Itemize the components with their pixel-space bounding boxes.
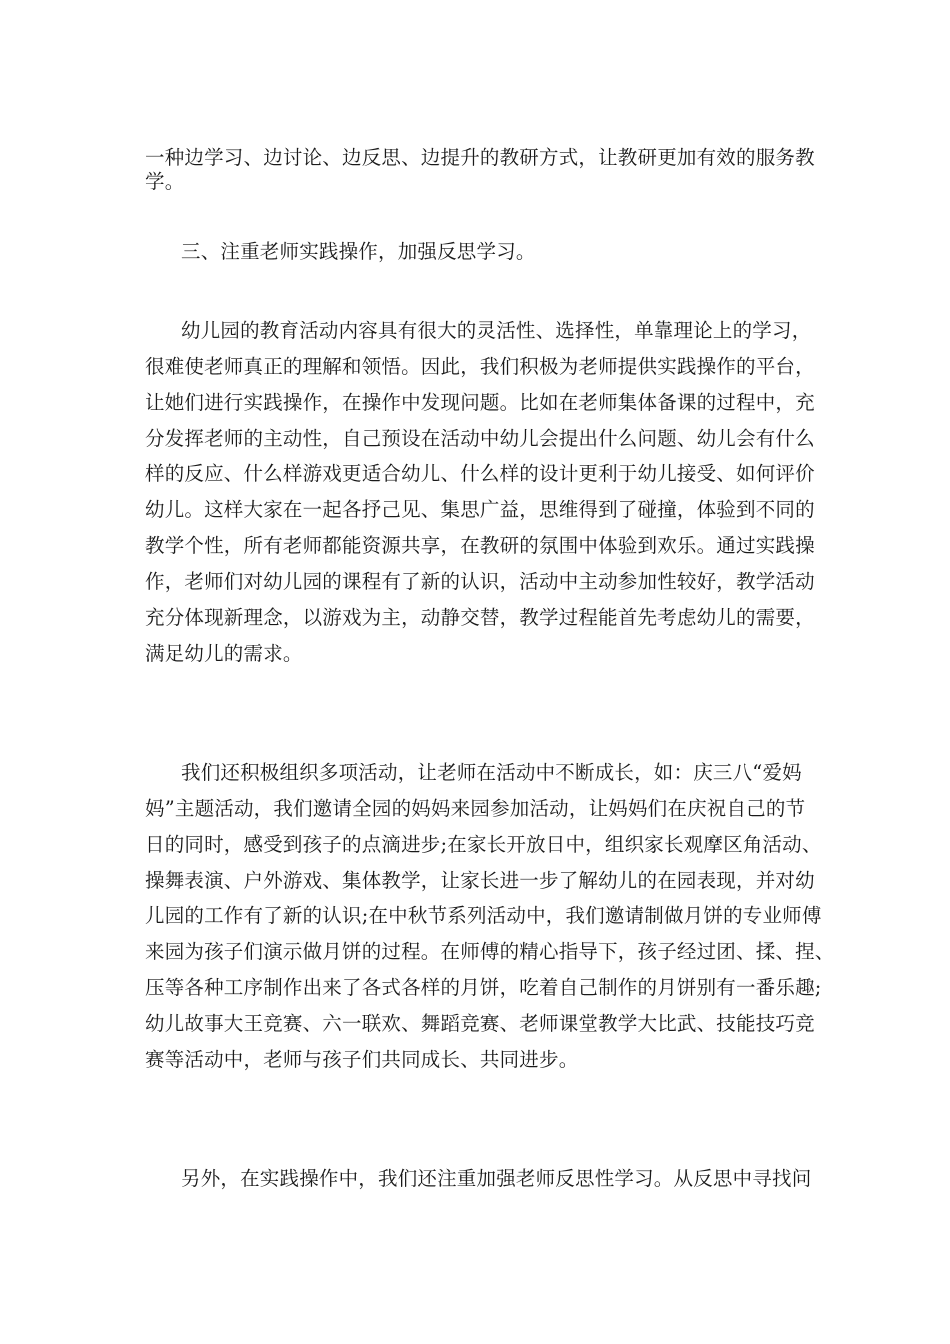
paragraph-3-line-1: 幼儿园的教育活动内容具有很大的灵活性、选择性，单靠理论上的学习， (181, 319, 812, 342)
paragraph-3-line-9: 充分体现新理念，以游戏为主，动静交替，教学过程能首先考虑幼儿的需要， (145, 606, 815, 629)
paragraph-4-line-4: 操舞表演、户外游戏、集体教学，让家长进一步了解幼儿的在园表现，并对幼 (145, 869, 815, 892)
paragraph-3-line-3: 让她们进行实践操作，在操作中发现问题。比如在老师集体备课的过程中，充 (145, 391, 815, 414)
paragraph-4-line-1: 我们还积极组织多项活动，让老师在活动中不断成长，如：庆三八“爱妈 (181, 761, 802, 784)
paragraph-4-line-9: 赛等活动中，老师与孩子们共同成长、共同进步。 (145, 1048, 579, 1071)
paragraph-4-line-8: 幼儿故事大王竞赛、六一联欢、舞蹈竞赛、老师课堂教学大比武、技能技巧竞 (145, 1012, 815, 1035)
paragraph-3-line-7: 教学个性，所有老师都能资源共享，在教研的氛围中体验到欢乐。通过实践操 (145, 534, 815, 557)
paragraph-4-line-5: 儿园的工作有了新的认识;在中秋节系列活动中，我们邀请制做月饼的专业师傅 (145, 904, 822, 927)
paragraph-1-line-1: 一种边学习、边讨论、边反思、边提升的教研方式，让教研更加有效的服务教 (145, 146, 815, 169)
paragraph-4-line-6: 来园为孩子们演示做月饼的过程。在师傅的精心指导下，孩子经过团、揉、捏、 (145, 940, 835, 963)
paragraph-3-line-10: 满足幼儿的需求。 (145, 642, 303, 665)
paragraph-4-line-3: 日的同时，感受到孩子的点滴进步;在家长开放日中，组织家长观摩区角活动、 (145, 833, 822, 856)
paragraph-3-line-8: 作，老师们对幼儿园的课程有了新的认识，活动中主动参加性较好，教学活动 (145, 570, 815, 593)
section-heading: 三、注重老师实践操作，加强反思学习。 (181, 240, 536, 263)
paragraph-3-line-2: 很难使老师真正的理解和领悟。因此，我们积极为老师提供实践操作的平台， (145, 355, 815, 378)
paragraph-5-line-1: 另外，在实践操作中，我们还注重加强老师反思性学习。从反思中寻找问 (181, 1167, 812, 1190)
paragraph-3-line-6: 幼儿。这样大家在一起各抒己见、集思广益，思维得到了碰撞，体验到不同的 (145, 498, 815, 521)
paragraph-4-line-7: 压等各种工序制作出来了各式各样的月饼，吃着自己制作的月饼别有一番乐趣; (145, 976, 822, 999)
paragraph-4-line-2: 妈”主题活动，我们邀请全园的妈妈来园参加活动，让妈妈们在庆祝自己的节 (145, 797, 806, 820)
paragraph-1-line-2: 学。 (145, 170, 185, 193)
paragraph-3-line-4: 分发挥老师的主动性，自己预设在活动中幼儿会提出什么问题、幼儿会有什么 (145, 427, 815, 450)
paragraph-3-line-5: 样的反应、什么样游戏更适合幼儿、什么样的设计更利于幼儿接受、如何评价 (145, 462, 815, 485)
